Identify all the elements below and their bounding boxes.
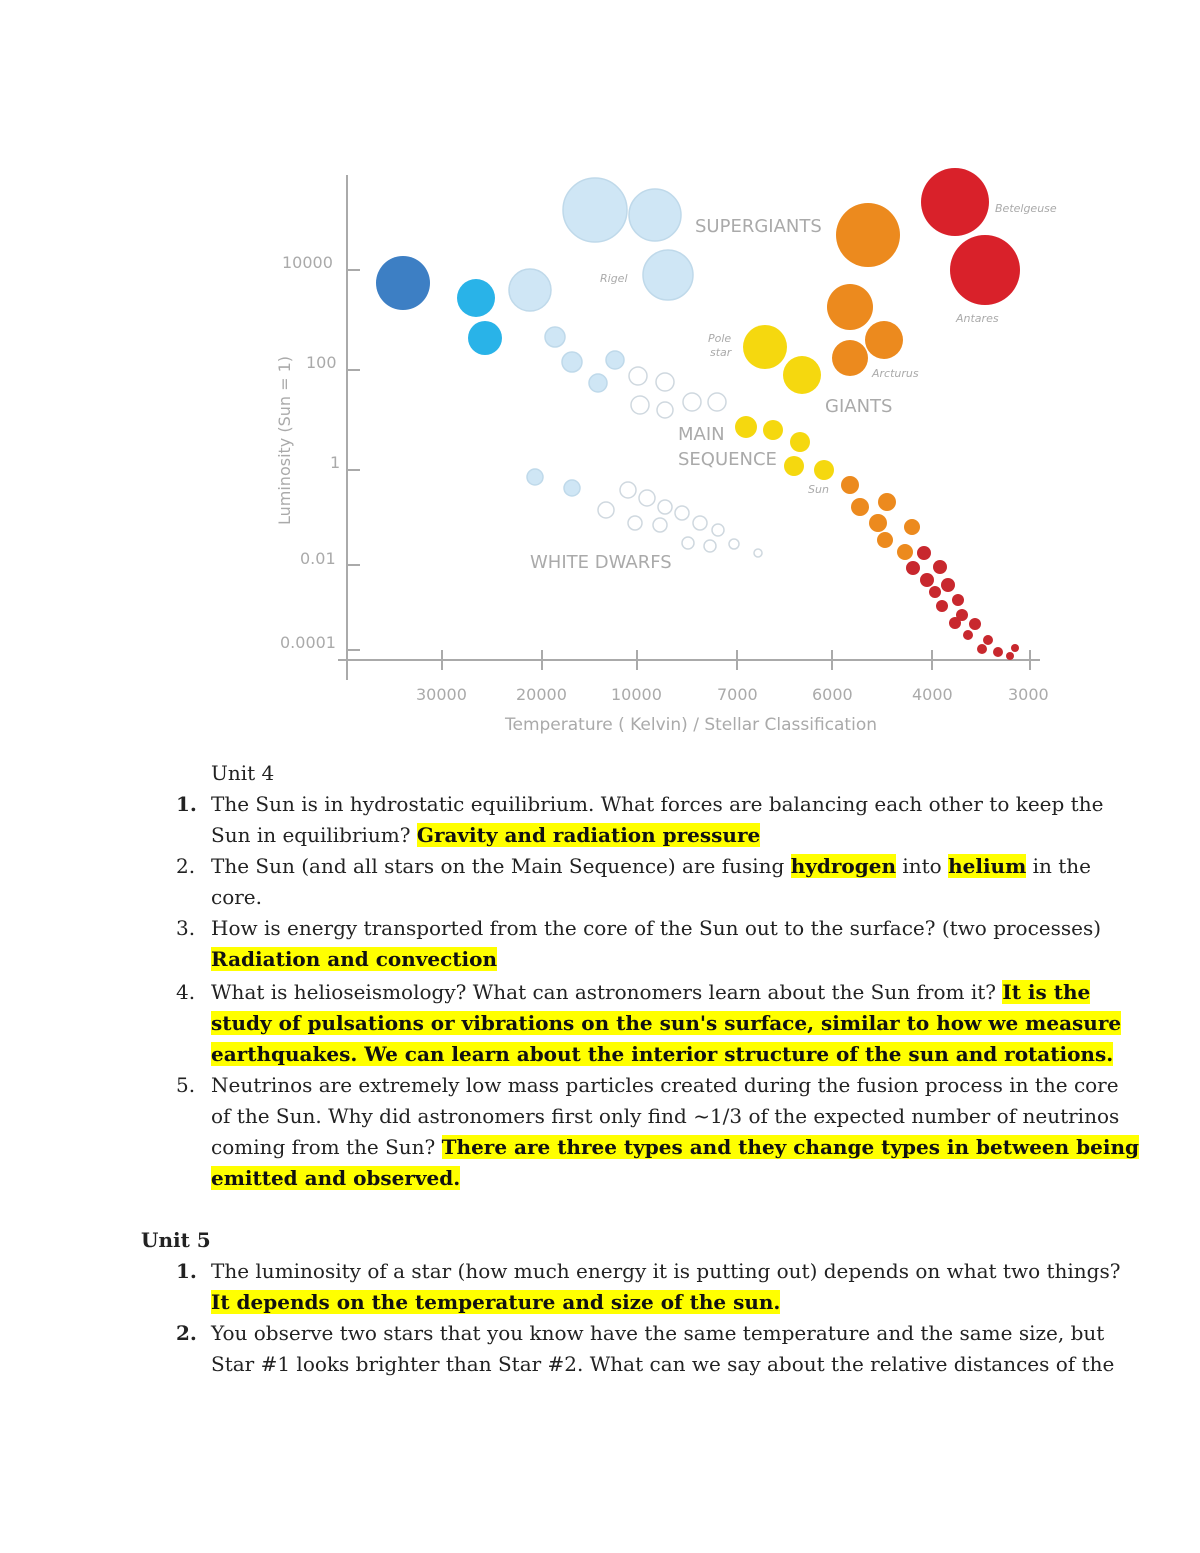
- y-axis-label: Luminosity (Sun = 1): [275, 355, 294, 525]
- answer-highlight: hydrogen: [790, 854, 896, 878]
- star-marker: [675, 506, 689, 520]
- y-tick-label: 0.0001: [280, 633, 336, 652]
- question-text: How is energy transported from the core of the Sun out to the surface? (two processes): [211, 916, 1102, 940]
- star-marker: [814, 460, 834, 480]
- star-marker: [653, 518, 667, 532]
- question-line: [211, 1134, 1139, 1160]
- x-tick-label: 20000: [516, 685, 567, 704]
- star-marker: [977, 644, 987, 654]
- star-marker: [639, 490, 655, 506]
- list-number: 4.: [176, 980, 196, 1004]
- x-tick-label: 30000: [416, 685, 467, 704]
- question-text: coming from the Sun?: [211, 1135, 436, 1159]
- star-marker: [693, 516, 707, 530]
- star-marker: [869, 514, 887, 532]
- unit4-title: Unit 4: [211, 761, 275, 785]
- list-number: 2.: [176, 1321, 197, 1345]
- answer-highlight: It depends on the temperature and size of the sun.: [211, 1290, 781, 1314]
- main-sequence-label: MAIN: [678, 424, 725, 445]
- list-number: 1.: [176, 1259, 197, 1283]
- star-marker: [906, 561, 920, 575]
- star-marker: [563, 178, 627, 242]
- answer-highlight: helium: [948, 854, 1027, 878]
- star-marker: [851, 498, 869, 516]
- star-marker: [1006, 652, 1014, 660]
- question-text: Sun in equilibrium?: [211, 823, 411, 847]
- star-marker: [589, 374, 607, 392]
- star-marker: [963, 630, 973, 640]
- star-marker: [457, 279, 495, 317]
- star-marker: [620, 482, 636, 498]
- question-text: Neutrinos are extremely low mass particles created during the fusion process in the core: [211, 1073, 1119, 1097]
- answer-highlight: study of pulsations or vibrations on the sun's surface, similar to how we measure: [211, 1011, 1122, 1035]
- star-marker: [683, 393, 701, 411]
- star-marker: [983, 635, 993, 645]
- star-marker: [564, 480, 580, 496]
- star-marker: [790, 432, 810, 452]
- star-marker: [468, 321, 502, 355]
- star-marker: [783, 356, 821, 394]
- x-tick-label: 10000: [611, 685, 662, 704]
- list-number: 3.: [176, 916, 196, 940]
- question-text: into: [902, 854, 942, 878]
- answer-line: [211, 1289, 780, 1315]
- question-text: The Sun is in hydrostatic equilibrium. What forces are balancing each other to keep the: [211, 792, 1104, 816]
- y-tick-label: 0.01: [300, 549, 336, 568]
- list-number: 5.: [176, 1073, 196, 1097]
- star-marker: [1011, 644, 1019, 652]
- question-text: core.: [211, 885, 262, 909]
- star-marker: [629, 189, 681, 241]
- x-axis-label: Temperature ( Kelvin) / Stellar Classification: [505, 715, 877, 735]
- star-marker: [832, 340, 868, 376]
- star-marker: [836, 203, 900, 267]
- question-text: You observe two stars that you know have the same temperature and the same size, but: [211, 1321, 1105, 1345]
- star-marker: [841, 476, 859, 494]
- star-marker: [897, 544, 913, 560]
- star-marker: [920, 573, 934, 587]
- question-text: of the Sun. Why did astronomers first only find ~1/3 of the expected number of neutrinos: [211, 1104, 1120, 1128]
- question-line: [211, 853, 1091, 879]
- star-marker: [936, 600, 948, 612]
- question-text: The Sun (and all stars on the Main Sequence) are fusing: [211, 854, 785, 878]
- star-marker: [527, 469, 543, 485]
- white-dwarfs-label: WHITE DWARFS: [530, 552, 672, 573]
- star-marker: [682, 537, 694, 549]
- star-marker: [929, 586, 941, 598]
- question-line: [211, 979, 1090, 1005]
- star-marker: [827, 284, 873, 330]
- star-marker: [865, 321, 903, 359]
- star-marker: [712, 524, 724, 536]
- star-marker: [704, 540, 716, 552]
- arcturus-label: Arcturus: [872, 367, 919, 380]
- star-marker: [376, 256, 430, 310]
- answer-highlight: It is the: [1002, 980, 1091, 1004]
- star-marker: [658, 500, 672, 514]
- x-tick-label: 4000: [912, 685, 953, 704]
- answer-highlight: Radiation and convection: [211, 947, 498, 971]
- answer-highlight: Gravity and radiation pressure: [416, 823, 761, 847]
- star-marker: [509, 269, 551, 311]
- list-number: 1.: [176, 792, 197, 816]
- supergiants-label: SUPERGIANTS: [695, 216, 822, 237]
- list-number: 2.: [176, 854, 196, 878]
- question-text: in the: [1032, 854, 1091, 878]
- sun-label: Sun: [808, 483, 829, 496]
- star-marker: [784, 456, 804, 476]
- star-marker: [941, 578, 955, 592]
- star-marker: [754, 549, 762, 557]
- star-marker: [643, 250, 693, 300]
- star-marker: [933, 560, 947, 574]
- star-marker: [628, 516, 642, 530]
- star-marker: [878, 493, 896, 511]
- answer-line: [211, 1010, 1121, 1036]
- star-marker: [950, 235, 1020, 305]
- star-marker: [917, 546, 931, 560]
- y-tick-label: 1: [330, 453, 341, 472]
- star-marker: [562, 352, 582, 372]
- star-marker: [629, 367, 647, 385]
- answer-highlight: emitted and observed.: [211, 1166, 461, 1190]
- answer-highlight: earthquakes. We can learn about the interior structure of the sun and rotations.: [211, 1042, 1114, 1066]
- star-marker: [631, 396, 649, 414]
- x-tick-label: 3000: [1008, 685, 1049, 704]
- star-marker: [606, 351, 624, 369]
- x-tick-label: 7000: [717, 685, 758, 704]
- star-marker: [993, 647, 1003, 657]
- rigel-label: Rigel: [600, 272, 628, 285]
- star-marker: [921, 168, 989, 236]
- star-marker: [969, 618, 981, 630]
- star-marker: [763, 420, 783, 440]
- star-marker: [877, 532, 893, 548]
- answer-highlight: There are three types and they change types in between being: [441, 1135, 1139, 1159]
- betelgeuse-label: Betelgeuse: [995, 202, 1057, 215]
- star-marker: [598, 502, 614, 518]
- question-text: What is helioseismology? What can astronomers learn about the Sun from it?: [211, 980, 996, 1004]
- star-marker: [904, 519, 920, 535]
- answer-line: [211, 946, 497, 972]
- star-marker: [743, 325, 787, 369]
- star-marker: [735, 416, 757, 438]
- giants-label: GIANTS: [825, 396, 893, 417]
- y-tick-label: 100: [306, 353, 337, 372]
- star-marker: [708, 393, 726, 411]
- antares-label: Antares: [956, 312, 999, 325]
- star-marker: [729, 539, 739, 549]
- answer-line: [211, 1041, 1113, 1067]
- star-marker: [949, 617, 961, 629]
- question-line: [211, 822, 760, 848]
- star-marker: [545, 327, 565, 347]
- main-sequence-label: SEQUENCE: [678, 449, 777, 470]
- answer-line: [211, 1165, 460, 1191]
- question-text: Star #1 looks brighter than Star #2. What can we say about the relative distances of the: [211, 1352, 1115, 1376]
- unit5-title: Unit 5: [141, 1228, 211, 1252]
- pole-star-label: star: [710, 346, 732, 359]
- y-tick-label: 10000: [282, 253, 333, 272]
- hr-diagram: [210, 140, 1105, 755]
- pole-star-label: Pole: [708, 332, 732, 345]
- star-marker: [656, 373, 674, 391]
- x-tick-label: 6000: [812, 685, 853, 704]
- star-marker: [657, 402, 673, 418]
- question-text: The luminosity of a star (how much energy it is putting out) depends on what two things?: [211, 1259, 1121, 1283]
- star-marker: [952, 594, 964, 606]
